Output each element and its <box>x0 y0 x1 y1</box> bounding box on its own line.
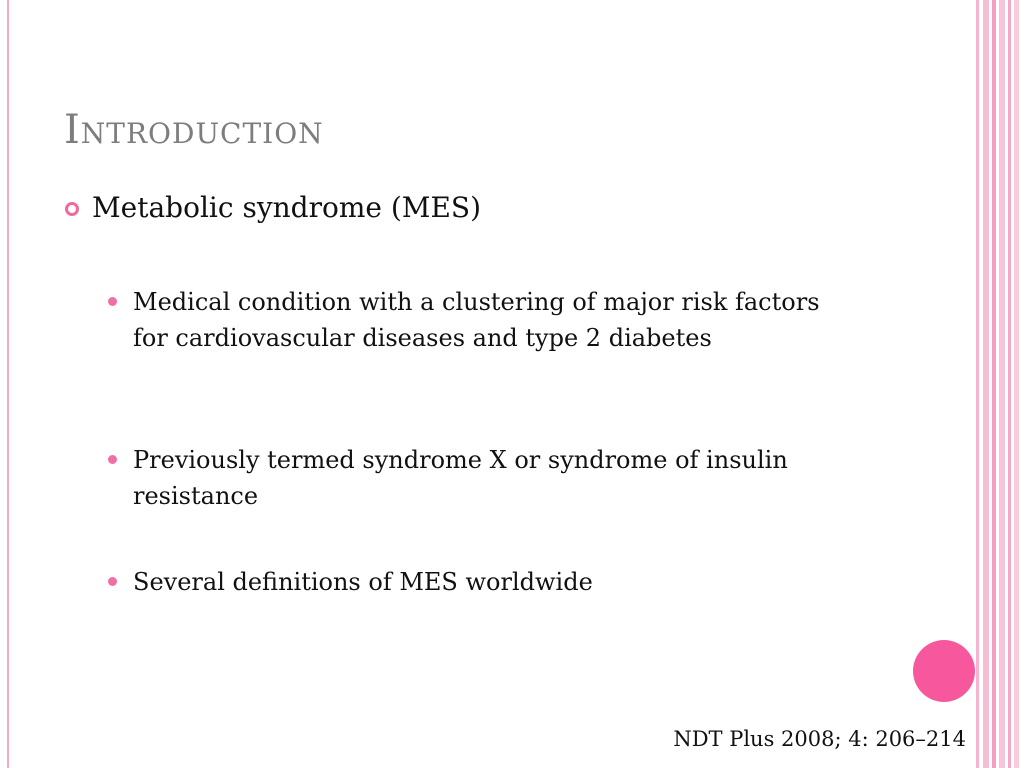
left-decorative-rule <box>7 0 9 768</box>
decorative-circle <box>913 640 975 702</box>
sub-point: Several definitions of MES worldwide <box>133 568 593 596</box>
right-decorative-stripe <box>999 0 1005 768</box>
dot-bullet-icon <box>108 455 117 464</box>
ring-bullet-icon <box>65 202 79 216</box>
right-decorative-stripe <box>1014 0 1019 768</box>
citation: NDT Plus 2008; 4: 206–214 <box>673 727 966 751</box>
main-point: Metabolic syndrome (MES) <box>92 191 482 224</box>
right-decorative-stripe <box>976 0 979 768</box>
right-decorative-stripe <box>1008 0 1011 768</box>
right-decorative-stripe <box>983 0 989 768</box>
right-decorative-stripe <box>992 0 996 768</box>
dot-bullet-icon <box>108 297 117 306</box>
slide-title: Introduction <box>64 107 324 153</box>
sub-point: Medical condition with a clustering of major risk factors for cardiovascular diseases and type 2 diabetes <box>133 288 820 352</box>
dot-bullet-icon <box>108 577 117 586</box>
sub-point: Previously termed syndrome X or syndrome of insulin resistance <box>133 446 788 510</box>
